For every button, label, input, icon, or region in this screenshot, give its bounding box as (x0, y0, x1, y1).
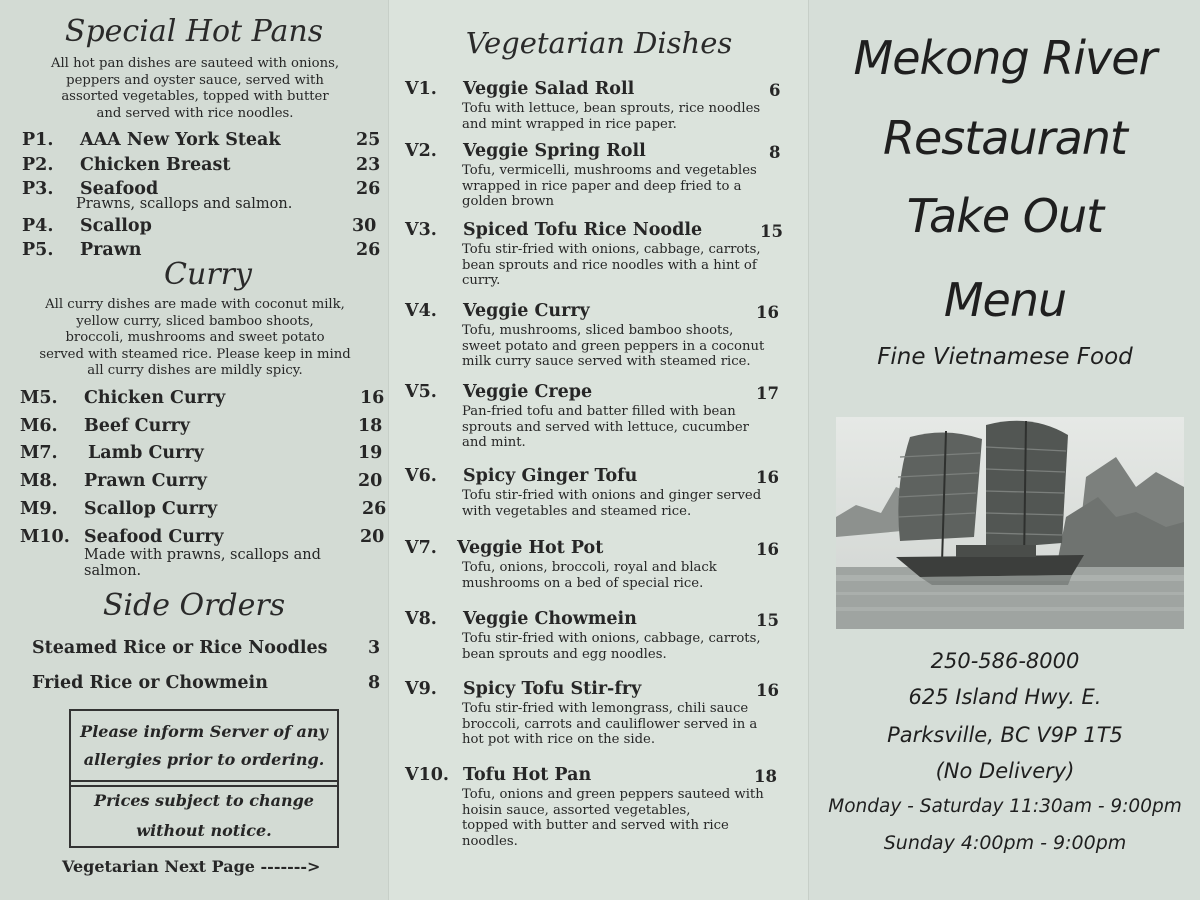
next-page-note: Vegetarian Next Page -------> (62, 857, 321, 876)
address-street: 625 Island Hwy. E. (908, 685, 1102, 709)
menu-panel-middle: Vegetarian Dishes V1. Veggie Salad Roll 6 Tofu with lettuce, bean sprouts, rice noodles and mint wrapped in rice paper. V2. Veggie Spring Roll 8 Tofu, vermicelli, mushrooms and vegetables wrapped in rice paper and deep fried to a golden brown V3. Spiced Tofu Rice Noodle 15 Tofu stir-fried with onions, cabbage, carrots, bean sprouts and rice noodles with a hint of curry. V4. Veggie Curry 16 Tofu, mushrooms, sliced bamboo shoots, sweet potato and green peppers in a coconut milk curry sauce served with steamed rice. V5. Veggie Crepe 17 Pan-fried tofu and batter filled with bean sprouts and served with lettuce, cucumber and mint. V6. Spicy Ginger Tofu 16 Tofu stir-fried with onions and ginger served with vegetables and steamed rice. V7. Veggie Hot Pot 16 Tofu, onions, broccoli, royal and black mushrooms on a bed of special rice. V8. Veggie Chowmein 15 Tofu stir-fried with onions, cabbage, carrots, bean sprouts and egg noodles. V9. Spicy Tofu Stir-fry 16 Tofu stir-fried with lemongrass, chili sauce broccoli, carrots and cauliflower served in a hot pot with rice on the side. V10. Tofu Hot Pan 18 Tofu, onions and green peppers sauteed with hoisin sauce, assorted vegetables, topped with butter and served with rice noodles. (388, 0, 808, 900)
item-description: Tofu stir-fried with onions, cabbage, carrots, bean sprouts and egg noodles. (462, 631, 761, 662)
hours-sunday: Sunday 4:00pm - 9:00pm (883, 832, 1127, 854)
menu-title-line: Take Out (906, 189, 1104, 243)
menu-cover-panel (808, 0, 1200, 900)
item-description: Tofu stir-fried with onions, cabbage, carrots, bean sprouts and rice noodles with a hint of curry. (462, 242, 761, 288)
item-description: Tofu, vermicelli, mushrooms and vegetables wrapped in rice paper and deep fried to a golden brown (462, 163, 757, 209)
item-description: Tofu, onions, broccoli, royal and black mushrooms on a bed of special rice. (462, 560, 717, 591)
price-notice: Prices subject to change without notice. (69, 780, 339, 848)
item-description: Pan-fried tofu and batter filled with bean sprouts and served with lettuce, cucumber and mint. (462, 404, 749, 450)
restaurant-name-line: Mekong River (853, 31, 1157, 85)
phone-number: 250-586-8000 (930, 649, 1080, 673)
item-description: Prawns, scallops and salmon. (76, 196, 293, 212)
delivery-note: (No Delivery) (935, 759, 1075, 783)
item-description: Tofu stir-fried with lemongrass, chili sauce broccoli, carrots and cauliflower served in a hot pot with rice on the side. (462, 701, 758, 747)
tagline: Fine Vietnamese Food (877, 344, 1133, 370)
item-description: Tofu stir-fried with onions and ginger served with vegetables and steamed rice. (462, 488, 762, 519)
item-description: Tofu with lettuce, bean sprouts, rice noodles and mint wrapped in rice paper. (462, 101, 761, 132)
vegetarian-title: Vegetarian Dishes (465, 26, 733, 60)
menu-panel-left: Special Hot Pans All hot pan dishes are sauteed with onions, peppers and oyster sauce, served with assorted vegetables, topped with butter and served with rice noodles. P1. AAA New York Steak 25 P2. Chicken Breast 23 P3. Seafood 26 Prawns, scallops and salmon. P4. Scallop 30 P5. Prawn 26 Curry All curry dishes are made with coconut milk, yellow curry, sliced bamboo shoots, broccoli, mushrooms and sweet potato served with steamed rice. Please keep in mind all curry dishes are mildly spicy. M5. Chicken Curry 16 M6. Beef Curry 18 M7. Lamb Curry 19 M8. Prawn Curry 20 M9. Scallop Curry 26 M10. Seafood Curry 20 Made with prawns, scallops and salmon. Side Orders Steamed Rice or Rice Noodles 3 Fried Rice or Chowmein 8 Please inform Server of any allergies prior to ordering. Prices subject to change without notice. Vegetarian Next Page -------> (0, 0, 388, 900)
hot-pans-title: Special Hot Pans (64, 14, 324, 49)
item-description: Tofu, onions and green peppers sauteed with hoisin sauce, assorted vegetables, topped with butter and served with rice noodles. (462, 787, 764, 849)
menu-title-line: Menu (943, 273, 1067, 327)
junk-boat-image (836, 417, 1184, 629)
item-description: Tofu, mushrooms, sliced bamboo shoots, sweet potato and green peppers in a coconut milk curry sauce served with steamed rice. (462, 323, 765, 369)
junk-boat-photo (836, 417, 1184, 629)
hot-pans-intro: All hot pan dishes are sauteed with onions, peppers and oyster sauce, served with assorted vegetables, topped with butter and served with rice noodles. (50, 56, 340, 121)
curry-intro: All curry dishes are made with coconut milk, yellow curry, sliced bamboo shoots, broccoli, mushrooms and sweet potato served with steamed rice. Please keep in mind all curry dishes are mildly spicy. (39, 297, 351, 378)
curry-title: Curry (164, 257, 252, 292)
side-orders-title: Side Orders (102, 588, 286, 623)
item-description: Made with prawns, scallops and salmon. (84, 547, 321, 579)
hours-weekday: Monday - Saturday 11:30am - 9:00pm (828, 796, 1182, 817)
address-city: Parksville, BC V9P 1T5 (887, 723, 1123, 747)
allergy-notice: Please inform Server of any allergies prior to ordering. (69, 709, 339, 787)
restaurant-name-line: Restaurant (883, 111, 1127, 165)
